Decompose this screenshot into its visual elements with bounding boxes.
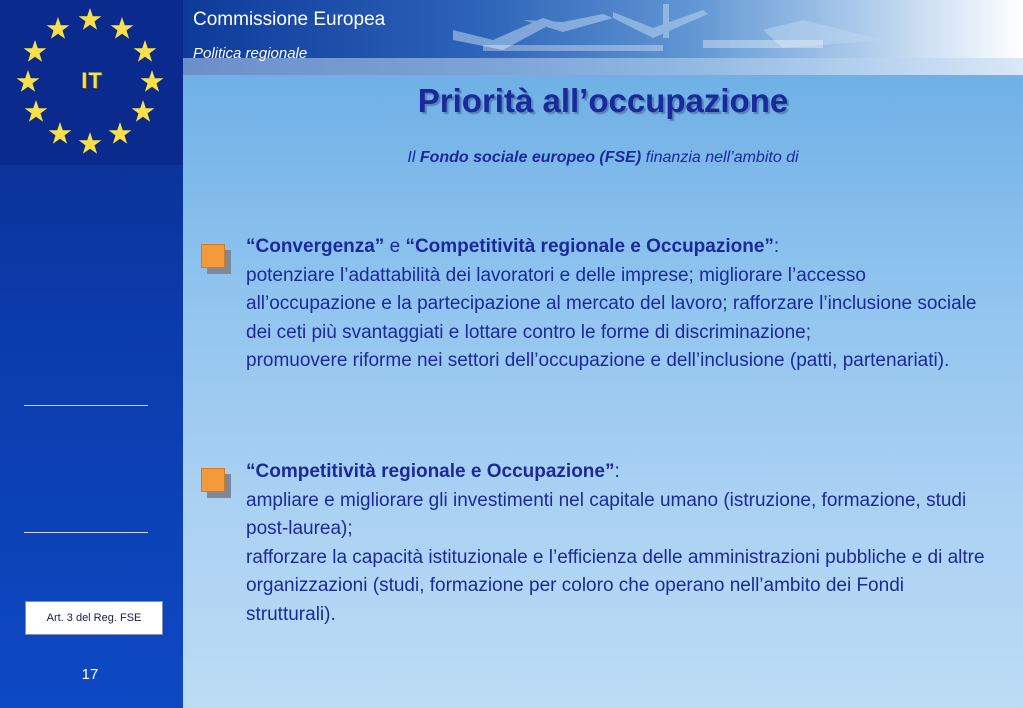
slide-title: Priorità all’occupazione <box>417 82 789 119</box>
reference-label: Art. 3 del Reg. FSE <box>46 612 142 624</box>
subtitle-pre: Il <box>407 149 420 166</box>
heading-convergenza: “Convergenza” <box>246 236 385 257</box>
slide-subtitle <box>183 149 1023 167</box>
country-code: IT <box>81 68 103 93</box>
section-text: ampliare e migliorare gli investimenti nel capitale umano (istruzione, formazione, studi post-laurea); <box>246 489 967 539</box>
org-subtitle: Politica regionale <box>193 45 308 62</box>
section-heading <box>246 233 996 262</box>
sidebar-divider <box>24 405 148 406</box>
subtitle-bold: Fondo sociale europeo (FSE) <box>419 149 642 166</box>
bullet-square-icon <box>201 244 229 272</box>
eu-flag <box>0 0 183 165</box>
section-text: potenziare l’adattabilità dei lavoratori e delle imprese; migliorare l’accesso all’occupazione e la partecipazione al mercato del lavoro; rafforzare l’inclusione sociale dei ceti più svantaggiati e lottare contro le forme di discriminazione; <box>246 264 977 343</box>
bullet-square-icon <box>201 468 229 496</box>
org-name: Commissione Europea <box>193 9 386 30</box>
heading-competitivita: “Competitività regionale e Occupazione” <box>405 236 774 257</box>
sidebar-divider <box>24 532 148 533</box>
heading-colon: : <box>614 461 620 482</box>
heading-conjunction: e <box>384 236 406 257</box>
reference-box <box>25 601 163 635</box>
section-convergenza <box>246 233 996 376</box>
heading-colon: : <box>773 236 780 257</box>
page-number: 17 <box>81 666 99 683</box>
heading-competitivita: “Competitività regionale e Occupazione” <box>246 461 615 482</box>
section-text: promuovere riforme nei settori dell’occupazione e dell’inclusione (patti, partenariati). <box>246 350 950 371</box>
subtitle-post: finanzia nell’ambito di <box>641 149 799 166</box>
section-text: rafforzare la capacità istituzionale e l’efficienza delle amministrazioni pubbliche e di altre organizzazioni (studi, formazione per coloro che operano nell’ambito dei Fondi strutturali). <box>246 546 985 625</box>
section-competitivita <box>246 458 996 629</box>
section-heading <box>246 458 996 487</box>
